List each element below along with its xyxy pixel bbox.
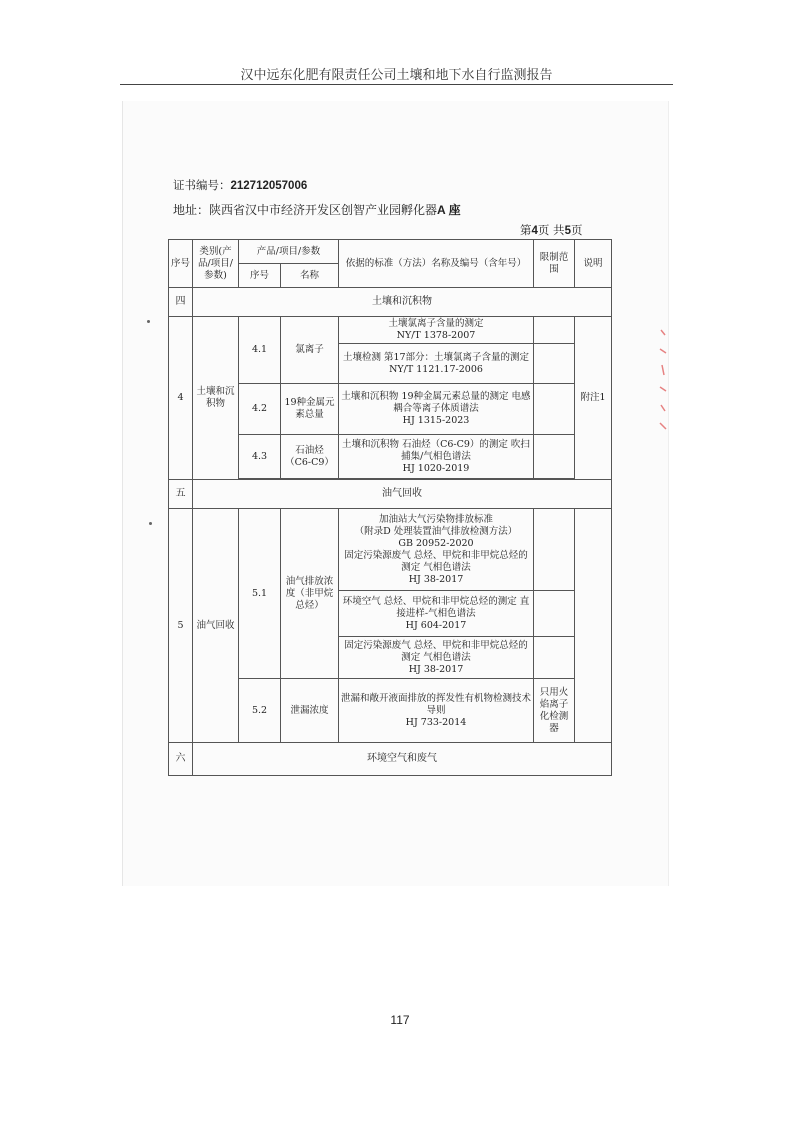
standard-cell <box>339 435 534 479</box>
limit-cell: 只用火焰离子化检测器 <box>534 679 575 743</box>
standard-code: HJ 733-2014 <box>405 716 467 728</box>
page-indicator <box>520 222 582 238</box>
limit-cell <box>534 591 575 637</box>
standard-cell <box>339 344 534 384</box>
section-number: 六 <box>169 743 193 776</box>
certificate-number: 212712057006 <box>230 180 308 192</box>
scan-speck <box>149 522 152 525</box>
standard-name: 固定污染源废气 总烃、甲烷和非甲烷总烃的测定 气相色谱法 <box>344 549 528 573</box>
item-name: 油气排放浓度（非甲烷总烃） <box>281 509 339 679</box>
standard-name: 加油站大气污染物排放标准 <box>378 513 493 525</box>
page-post: 页 <box>570 223 583 237</box>
table-header-row <box>169 240 612 264</box>
group-seq: 5 <box>169 509 193 743</box>
standards-table <box>168 239 612 776</box>
standard-name: 固定污染源废气 总烃、甲烷和非甲烷总烃的测定 气相色谱法 <box>344 639 528 663</box>
header-seq: 序号 <box>169 240 193 288</box>
standard-code: HJ 1315-2023 <box>402 415 470 426</box>
standard-code: HJ 604-2017 <box>405 619 467 631</box>
standard-name: （附录D 处理装置油气排放检测方法） <box>354 525 518 537</box>
page-pre: 第 <box>520 223 532 237</box>
table-row <box>169 317 612 344</box>
limit-cell <box>534 384 575 435</box>
item-seq: 4.3 <box>239 435 281 479</box>
address-label: 地址：陕西省汉中市经济开发区创智产业园孵化器 <box>173 203 438 217</box>
address-line <box>173 201 461 218</box>
standard-cell <box>339 317 534 344</box>
item-seq: 5.1 <box>239 509 281 679</box>
limit-cell <box>534 637 575 679</box>
section-title: 环境空气和废气 <box>193 743 612 776</box>
stamp-stroke <box>660 330 666 429</box>
certificate-label: 证书编号： <box>173 178 231 192</box>
scan-speck <box>147 320 150 323</box>
item-seq: 4.2 <box>239 384 281 435</box>
header-note: 说明 <box>575 240 612 288</box>
limit-cell <box>534 509 575 591</box>
page-mid: 页 共 <box>537 223 565 237</box>
standard-cell <box>339 384 534 435</box>
standard-code: HJ 1020-2019 <box>402 462 470 474</box>
page-header-title: 汉中远东化肥有限责任公司土壤和地下水自行监测报告 <box>240 68 553 83</box>
address-suffix: A 座 <box>437 203 461 217</box>
standard-code: HJ 38-2017 <box>408 573 464 585</box>
page-total: 5 <box>564 225 571 237</box>
section-title: 土壤和沉积物 <box>193 288 612 317</box>
standard-code: NY/T 1378-2007 <box>396 330 476 341</box>
item-name: 石油烃（C6-C9） <box>281 435 339 479</box>
group-seq: 4 <box>169 317 193 480</box>
standard-name: 土壤检测 第17部分：土壤氯离子含量的测定 <box>342 351 530 363</box>
group-category: 土壤和沉积物 <box>193 317 239 480</box>
item-name: 泄漏浓度 <box>281 679 339 743</box>
item-seq: 4.1 <box>239 317 281 384</box>
limit-cell <box>534 344 575 384</box>
header-divider <box>120 84 673 85</box>
standard-name: 土壤和沉积物 石油烃（C6-C9）的测定 吹扫捕集/气相色谱法 <box>342 438 530 462</box>
standard-cell <box>339 509 534 591</box>
standard-cell <box>339 591 534 637</box>
section-title: 油气回收 <box>193 480 612 509</box>
section-number: 五 <box>169 480 193 509</box>
header-standard: 依据的标准（方法）名称及编号（含年号） <box>339 240 534 288</box>
page-current: 4 <box>531 225 538 237</box>
item-name: 19种金属元素总量 <box>281 384 339 435</box>
header-limit: 限制范围 <box>534 240 575 288</box>
table-row <box>169 509 612 591</box>
item-name: 氯离子 <box>281 317 339 384</box>
header-sub-seq: 序号 <box>239 264 281 288</box>
section-number: 四 <box>169 288 193 317</box>
standard-name: 环境空气 总烃、甲烷和非甲烷总烃的测定 直接进样-气相色谱法 <box>342 595 530 619</box>
stamp-fragment-icon <box>658 325 668 435</box>
item-seq: 5.2 <box>239 679 281 743</box>
header-name: 名称 <box>281 264 339 288</box>
header-product: 产品/项目/参数 <box>239 240 339 264</box>
standard-cell <box>339 637 534 679</box>
group-category: 油气回收 <box>193 509 239 743</box>
standard-cell <box>339 679 534 743</box>
note-cell <box>575 509 612 743</box>
certificate-number-line <box>173 177 307 193</box>
limit-cell <box>534 317 575 344</box>
section-row <box>169 743 612 776</box>
standard-code: GB 20952-2020 <box>398 537 474 549</box>
page-number: 117 <box>390 1013 410 1027</box>
limit-cell <box>534 435 575 479</box>
section-row <box>169 480 612 509</box>
stamp-edge-mark <box>658 325 668 435</box>
standard-code: NY/T 1121.17-2006 <box>389 363 483 375</box>
note-cell: 附注1 <box>575 317 612 480</box>
header-category: 类别(产品/项目/参数) <box>193 240 239 288</box>
standard-name: 土壤和沉积物 19种金属元素总量的测定 电感耦合等离子体质谱法 <box>341 391 531 414</box>
standard-name: 土壤氯离子含量的测定 <box>388 318 484 329</box>
standard-name: 泄漏和敞开液面排放的挥发性有机物检测技术导则 <box>341 692 532 716</box>
standard-code: HJ 38-2017 <box>408 663 464 675</box>
section-row <box>169 288 612 317</box>
